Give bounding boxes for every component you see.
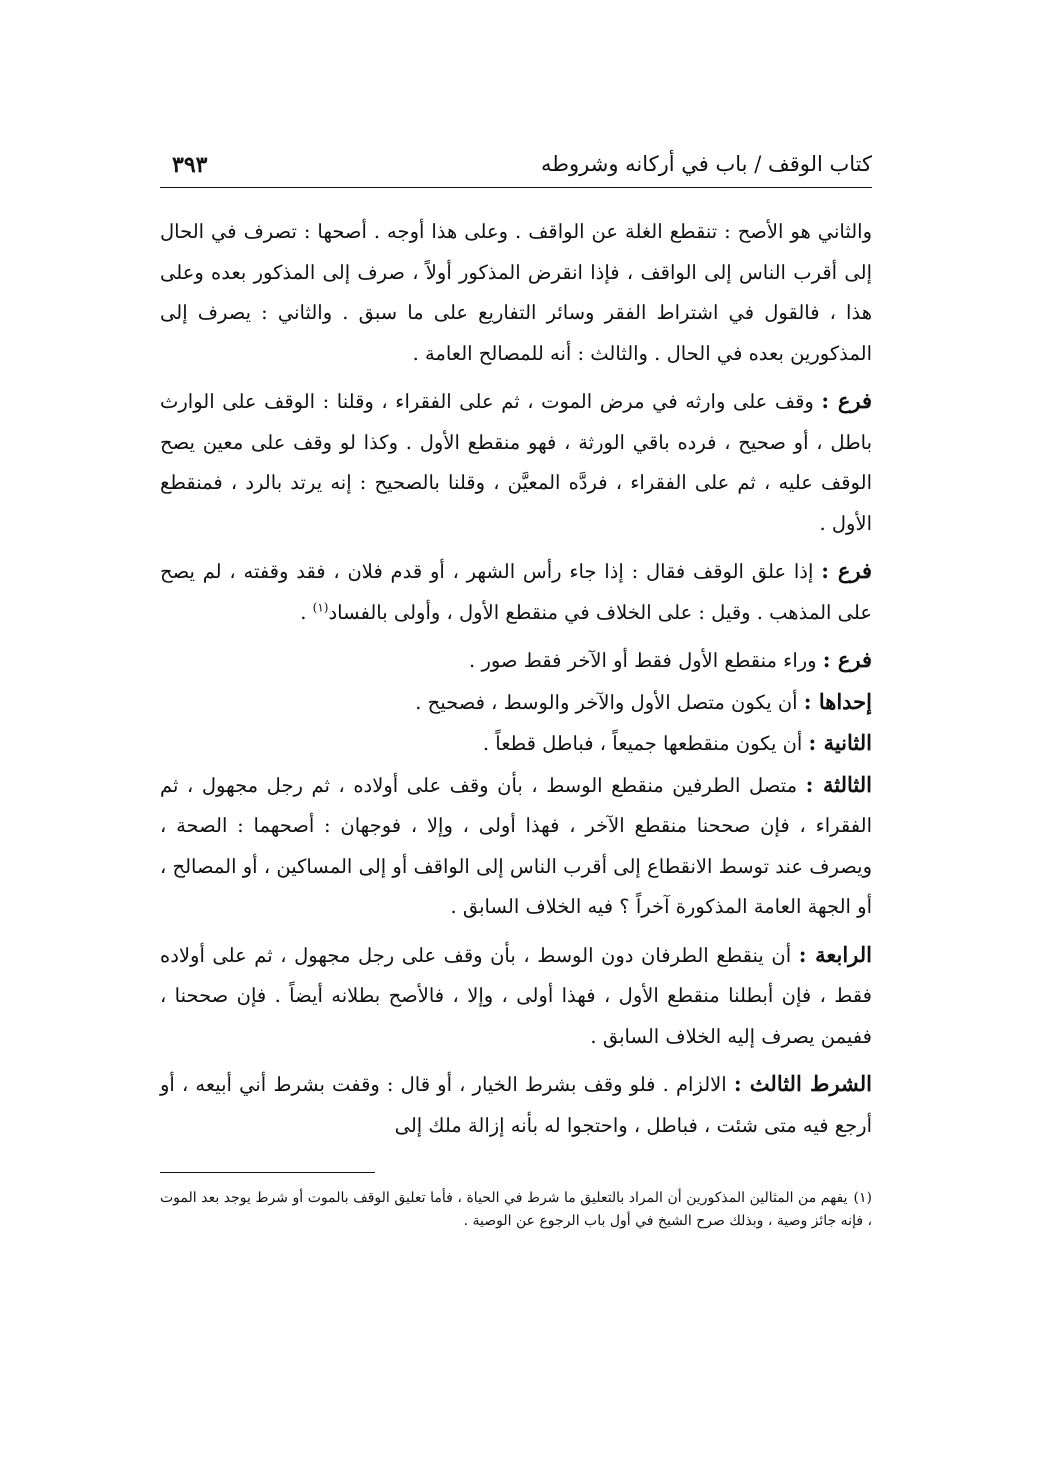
- paragraph-text: متصل الطرفين منقطع الوسط ، بأن وقف على أولاده ، ثم رجل مجهول ، ثم الفقراء ، فإن صححنا منقطع الآخر ، فهذا أولى ، وإلا ، فوجهان : أصحهما : الصحة ، ويصرف عند توسط الانقطاع إلى أقرب الناس إلى الواقف أو إلى المساكين ، أو المصالح ، أو الجهة العامة المذكورة آخراً ؟ فيه الخلاف السابق .: [160, 773, 872, 918]
- paragraph-lead: الثانية :: [808, 730, 872, 755]
- paragraph-text: أن ينقطع الطرفان دون الوسط ، بأن وقف على رجل مجهول ، ثم على أولاده فقط ، فإن أبطلنا منقطع الأول ، فهذا أولى ، وإلا ، فالأصح بطلانه أيضاً . فإن صححنا ، ففيمن يصرف إليه الخلاف السابق .: [160, 943, 872, 1048]
- paragraph-lead: الثالثة :: [805, 771, 872, 797]
- footnote-mark: (١): [853, 1190, 872, 1206]
- footnote-1: [160, 1187, 872, 1233]
- paragraph-5: [160, 682, 872, 724]
- paragraph-2: [160, 381, 872, 544]
- paragraph-7: [160, 765, 872, 928]
- page-number: ٣٩٣: [172, 152, 208, 178]
- page-header: [160, 150, 872, 190]
- paragraph-lead: فرع :: [821, 388, 873, 413]
- footnote-text: يفهم من المثالين المذكورين أن المراد بالتعليق ما شرط في الحياة ، فأما تعليق الوقف بالموت أو شرط يوجد بعد الموت ، فإنه جائز وصية ، وبذلك صرح الشيخ في أول باب الرجوع عن الوصية .: [160, 1190, 872, 1229]
- paragraph-lead: الشرط الثالث :: [733, 1071, 872, 1096]
- paragraph-tail: .: [300, 600, 313, 624]
- running-title: كتاب الوقف / باب في أركانه وشروطه: [541, 152, 872, 176]
- footnote-separator: [160, 1172, 375, 1173]
- paragraph-text: وراء منقطع الأول فقط أو الآخر فقط صور .: [469, 649, 823, 672]
- footnotes: [160, 1187, 872, 1233]
- paragraph-6: [160, 723, 872, 765]
- book-page: [160, 150, 872, 1233]
- paragraph-lead: فرع :: [822, 647, 872, 672]
- paragraph-text: أن يكون متصل الأول والآخر والوسط ، فصحيح .: [415, 690, 804, 714]
- paragraph-3: [160, 551, 872, 633]
- paragraph-text: الالزام . فلو وقف بشرط الخيار ، أو قال : وقفت بشرط أني أبيعه ، أو أرجع فيه متى شئت ، فباطل ، واحتجوا له بأنه إزالة ملك إلى: [160, 1073, 872, 1137]
- paragraph-text: وقف على وارثه في مرض الموت ، ثم على الفقراء ، وقلنا : الوقف على الوارث باطل ، أو صحيح ، فرده باقي الورثة ، فهو منقطع الأول . وكذا لو وقف على معين يصح الوقف عليه ، ثم على الفقراء ، فردَّه المعيَّن ، وقلنا بالصحيح : إنه يرتد بالرد ، فمنقطع الأول .: [160, 390, 872, 535]
- paragraph-text: والثاني هو الأصح : تنقطع الغلة عن الواقف . وعلى هذا أوجه . أصحها : تصرف في الحال إلى أقرب الناس إلى الواقف ، فإذا انقرض المذكور أولاً ، صرف إلى المذكور بعده وعلى هذا ، فالقول في اشتراط الفقر وسائر التفاريع على ما سبق . والثاني : يصرف إلى المذكورين بعده في الحال . والثالث : أنه للمصالح العامة .: [160, 220, 872, 365]
- main-text: [160, 212, 872, 1146]
- footnote-reference[interactable]: (١): [312, 600, 329, 614]
- paragraph-9: [160, 1064, 872, 1146]
- paragraph-8: [160, 935, 872, 1058]
- paragraph-1: [160, 212, 872, 374]
- paragraph-lead: الرابعة :: [798, 941, 872, 967]
- paragraph-lead: فرع :: [821, 558, 873, 583]
- header-rule: [160, 187, 872, 188]
- paragraph-text: إذا علق الوقف فقال : إذا جاء رأس الشهر ، أو قدم فلان ، فقد وقفته ، لم يصح على المذهب . وقيل : على الخلاف في منقطع الأول ، وأولى بالفساد: [160, 560, 872, 624]
- paragraph-4: [160, 640, 872, 682]
- paragraph-text: أن يكون منقطعها جميعاً ، فباطل قطعاً .: [482, 732, 809, 755]
- paragraph-lead: إحداها :: [803, 688, 872, 714]
